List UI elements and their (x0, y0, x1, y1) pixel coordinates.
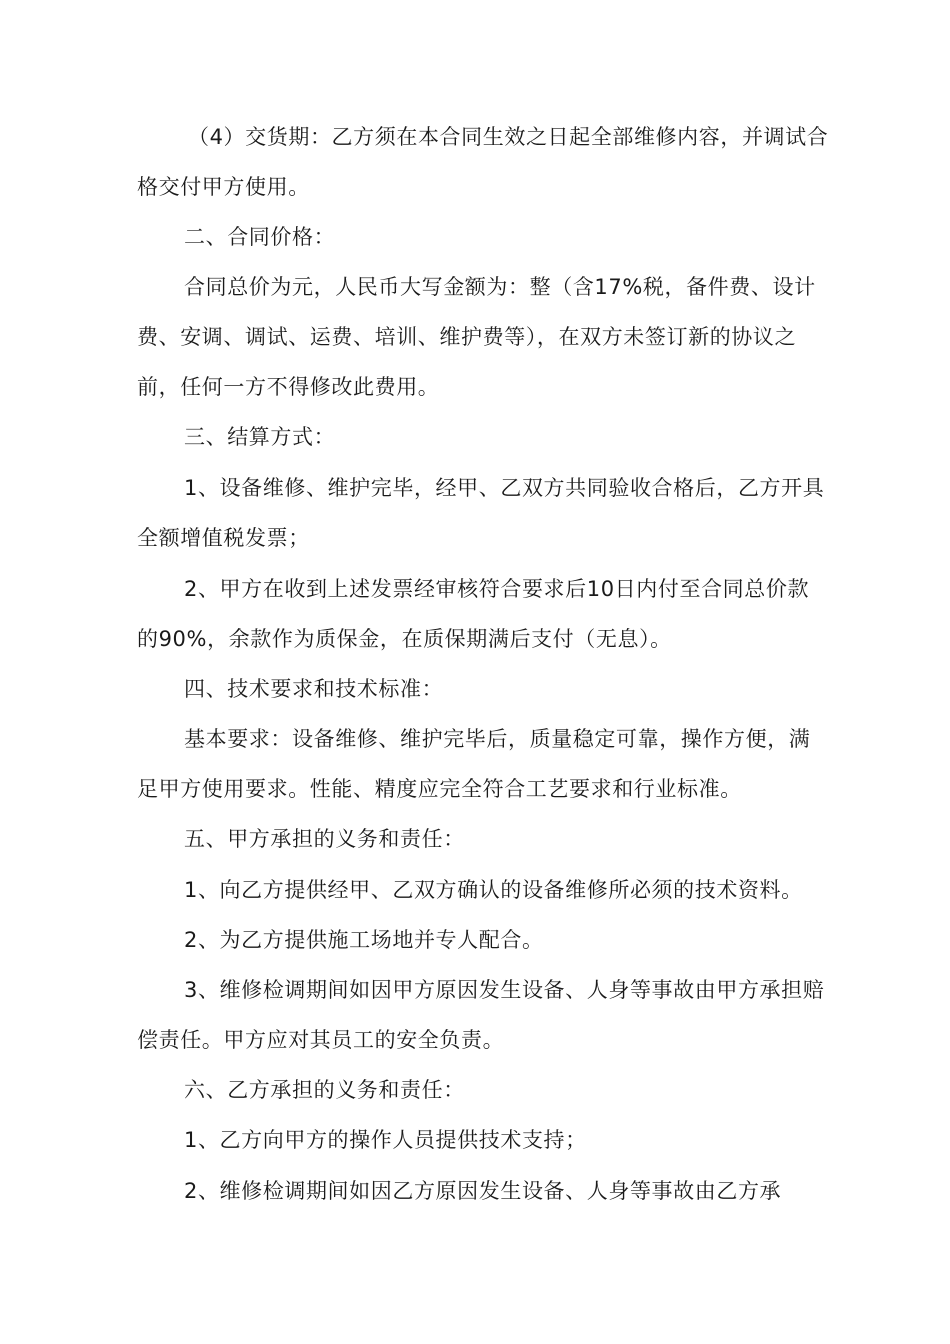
text-line-8: 1、设备维修、维护完毕，经甲、乙双方共同验收合格后，乙方开具 (184, 476, 825, 500)
section-heading-4: 四、技术要求和技术标准： (184, 677, 444, 701)
section-heading-5: 五、甲方承担的义务和责任： (184, 827, 465, 851)
text-line-10: 2、甲方在收到上述发票经审核符合要求后10日内付至合同总价款 (184, 577, 810, 601)
text-line-11: 的90%，余款作为质保金，在质保期满后支付（无息）。 (137, 627, 672, 651)
text-line-19: 偿责任。甲方应对其员工的安全负责。 (137, 1028, 505, 1052)
text-line-13: 基本要求：设备维修、维护完毕后，质量稳定可靠，操作方便，满 (184, 727, 811, 751)
text-line-9: 全额增值税发票； (137, 526, 310, 550)
text-line-5: 费、安调、调试、运费、培训、维护费等），在双方未签订新的协议之 (137, 325, 797, 349)
text-line-14: 足甲方使用要求。性能、精度应完全符合工艺要求和行业标准。 (137, 777, 742, 801)
section-heading-3: 三、结算方式： (184, 425, 336, 449)
text-line-18: 3、维修检调期间如因甲方原因发生设备、人身等事故由甲方承担赔 (184, 978, 825, 1002)
section-heading-6: 六、乙方承担的义务和责任： (184, 1078, 465, 1102)
text-line-21: 1、乙方向甲方的操作人员提供技术支持； (184, 1128, 587, 1152)
section-heading-2: 二、合同价格： (184, 225, 336, 249)
text-line-6: 前，任何一方不得修改此费用。 (137, 375, 440, 399)
text-line-2: 格交付甲方使用。 (137, 175, 310, 199)
text-line-16: 1、向乙方提供经甲、乙双方确认的设备维修所必须的技术资料。 (184, 878, 803, 902)
text-line-17: 2、为乙方提供施工场地并专人配合。 (184, 928, 544, 952)
text-line-1: （4）交货期：乙方须在本合同生效之日起全部维修内容，并调试合 (188, 125, 829, 149)
text-line-4: 合同总价为元，人民币大写金额为：整（含17%税，备件费、设计 (184, 275, 816, 299)
text-line-22: 2、维修检调期间如因乙方原因发生设备、人身等事故由乙方承 (184, 1179, 782, 1203)
